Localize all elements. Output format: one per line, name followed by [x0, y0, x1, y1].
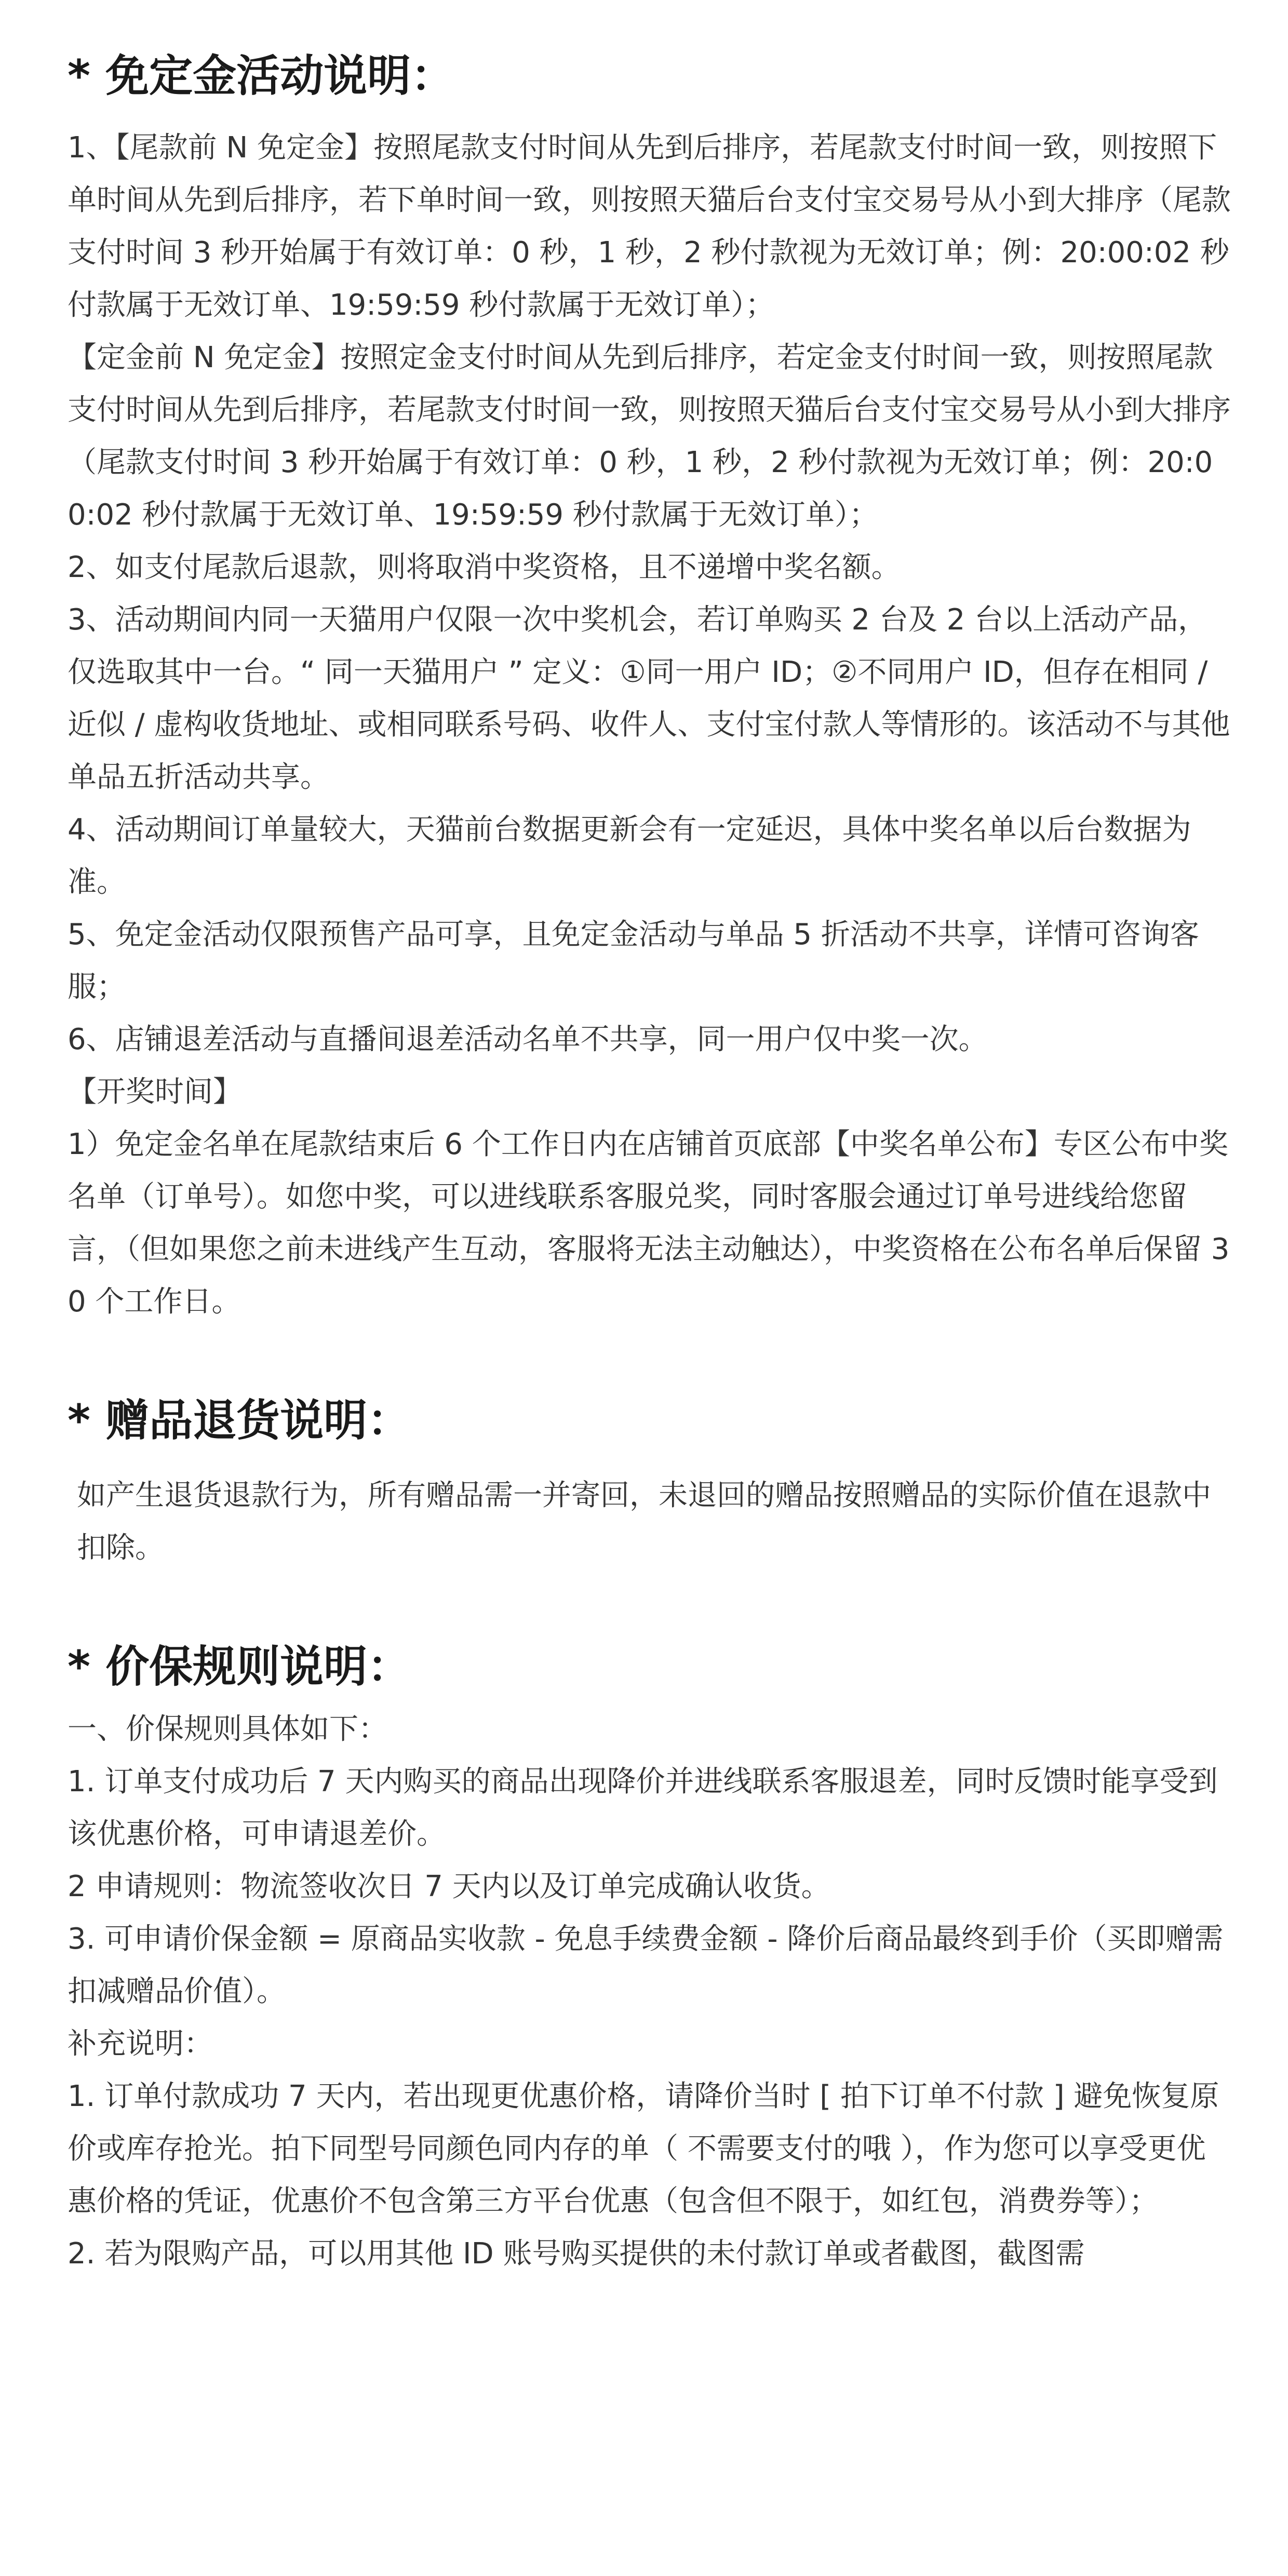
supplement-label: 补充说明： [68, 2027, 213, 2061]
price-protection-rule-3: 3. 可申请价保金额 = 原商品实收款 - 免息手续费金额 - 降价后商品最终到手价（买即赠需扣减赠品价值）。 [68, 1922, 1224, 2008]
gift-return-heading: * 赠品退货说明： [68, 1395, 411, 1446]
supplement-2: 2. 若为限购产品，可以用其他 ID 账号购买提供的未付款订单或者截图，截图需 [68, 2237, 1085, 2271]
deposit-free-section [68, 45, 1231, 1328]
gift-return-section [68, 1389, 1231, 1574]
rule-6-not-shared: 6、店铺退差活动与直播间退差活动名单不共享，同一用户仅中奖一次。 [68, 1023, 988, 1056]
price-protection-rule-1: 1. 订单支付成功后 7 天内购买的商品出现降价并进线联系客服退差，同时反馈时能享受到该优惠价格，可申请退差价。 [68, 1765, 1218, 1851]
rule-1-deposit: 【定金前 N 免定金】按照定金支付时间从先到后排序，若定金支付时间一致，则按照尾款支付时间从先到后排序，若尾款支付时间一致，则按照天猫后台支付宝交易号从小到大排序（尾款支付时间 3 秒开始属于有效订单：0 秒，1 秒，2 秒付款视为无效订单；例：20:00:02 秒付款属于无效订单、19:59:59 秒付款属于无效订单）； [68, 341, 1231, 532]
supplement-1: 1. 订单付款成功 7 天内，若出现更优惠价格，请降价当时 [ 拍下订单不付款 ] 避免恢复原价或库存抢光。拍下同型号同颜色同内存的单（ 不需要支付的哦 ），作为您可以享受更优惠价格的凭证，优惠价不包含第三方平台优惠（包含但不限于，如红包，消费券等）； [68, 2079, 1219, 2218]
rule-5-presale-only: 5、免定金活动仅限预售产品可享，且免定金活动与单品 5 折活动不共享，详情可咨询客服； [68, 918, 1199, 1004]
rule-2-refund: 2、如支付尾款后退款，则将取消中奖资格，且不递增中奖名额。 [68, 551, 901, 584]
price-protection-intro: 一、价保规则具体如下： [68, 1712, 387, 1746]
price-protection-section [68, 1635, 1231, 2280]
gift-return-detail: 如产生退货退款行为，所有赠品需一并寄回，未退回的赠品按照赠品的实际价值在退款中扣除。 [77, 1479, 1211, 1565]
rule-4-data-delay: 4、活动期间订单量较大，天猫前台数据更新会有一定延迟，具体中奖名单以后台数据为准。 [68, 813, 1191, 899]
price-protection-rule-2: 2 申请规则：物流签收次日 7 天内以及订单完成确认收货。 [68, 1870, 830, 1903]
draw-time-detail: 1）免定金名单在尾款结束后 6 个工作日内在店铺首页底部【中奖名单公布】专区公布中奖名单（订单号）。如您中奖，可以进线联系客服兑奖，同时客服会通过订单号进线给您留言，（但如果您之前未进线产生互动，客服将无法主动触达），中奖资格在公布名单后保留 30 个工作日。 [68, 1128, 1230, 1319]
rule-3-one-per-user: 3、活动期间内同一天猫用户仅限一次中奖机会，若订单购买 2 台及 2 台以上活动产品，仅选取其中一台。“ 同一天猫用户 ” 定义：①同一用户 ID；②不同用户 ID，但存在相同 / 近似 / 虚构收货地址、或相同联系号码、收件人、支付宝付款人等情形的。该活动不与其他单品五折活动共享。 [68, 603, 1230, 794]
rule-1-final-payment: 1、【尾款前 N 免定金】按照尾款支付时间从先到后排序，若尾款支付时间一致，则按照下单时间从先到后排序，若下单时间一致，则按照天猫后台支付宝交易号从小到大排序（尾款支付时间 3 秒开始属于有效订单：0 秒，1 秒，2 秒付款视为无效订单；例：20:00:02 秒付款属于无效订单、19:59:59 秒付款属于无效订单）； [68, 131, 1231, 322]
price-protection-heading: * 价保规则说明： [68, 1641, 411, 1692]
draw-time-label: 【开奖时间】 [68, 1075, 242, 1109]
deposit-free-heading: * 免定金活动说明： [68, 50, 455, 101]
